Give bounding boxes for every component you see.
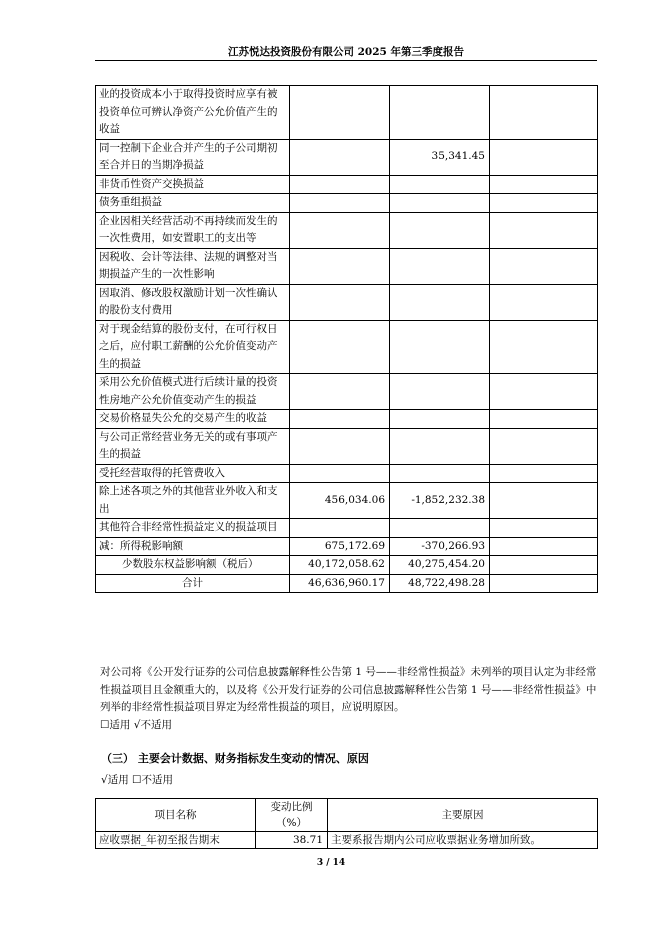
ytd-value bbox=[390, 464, 490, 483]
ytd-value bbox=[390, 86, 490, 140]
table-row bbox=[96, 284, 598, 320]
note-cell bbox=[490, 86, 598, 140]
table-row bbox=[96, 212, 598, 248]
section-heading: （三） 主要会计数据、财务指标发生变动的情况、原因 bbox=[101, 752, 369, 765]
table-row-total bbox=[96, 574, 598, 593]
current-period-value bbox=[290, 464, 390, 483]
row-label: 因取消、修改股权激励计划一次性确认的股份支付费用 bbox=[96, 284, 290, 320]
ytd-value bbox=[390, 428, 490, 464]
table-row bbox=[96, 428, 598, 464]
table-row bbox=[96, 832, 598, 849]
header-item-name: 项目名称 bbox=[96, 799, 256, 832]
table-row bbox=[96, 374, 598, 410]
note-cell bbox=[490, 374, 598, 410]
ytd-value bbox=[390, 374, 490, 410]
non-recurring-gains-table bbox=[95, 85, 598, 593]
table-row bbox=[96, 519, 598, 538]
ytd-value bbox=[390, 175, 490, 194]
reason: 主要系报告期内公司应收票据业务增加所致。 bbox=[328, 832, 598, 849]
note-cell bbox=[490, 556, 598, 575]
ytd-value bbox=[390, 248, 490, 284]
applicability-status: √适用 ☐不适用 bbox=[101, 774, 173, 786]
current-period-value bbox=[290, 86, 390, 140]
current-period-value: 456,034.06 bbox=[290, 483, 390, 519]
current-period-value bbox=[290, 374, 390, 410]
ytd-value: -1,852,232.38 bbox=[390, 483, 490, 519]
row-label: 企业因相关经营活动不再持续而发生的一次性费用，如安置职工的支出等 bbox=[96, 212, 290, 248]
row-label: 受托经营取得的托管费收入 bbox=[96, 464, 290, 483]
current-period-value bbox=[290, 139, 390, 175]
table-header-row bbox=[96, 799, 598, 832]
note-cell bbox=[490, 175, 598, 194]
current-period-value bbox=[290, 519, 390, 538]
current-period-value bbox=[290, 410, 390, 429]
note-cell bbox=[490, 320, 598, 374]
ytd-value bbox=[390, 519, 490, 538]
current-period-value bbox=[290, 212, 390, 248]
applicability-status: ☐适用 √不适用 bbox=[100, 718, 172, 731]
note-cell bbox=[490, 428, 598, 464]
current-period-value bbox=[290, 248, 390, 284]
current-period-value: 46,636,960.17 bbox=[290, 574, 390, 593]
table-row bbox=[96, 86, 598, 140]
note-cell bbox=[490, 519, 598, 538]
row-label: 合计 bbox=[96, 574, 290, 593]
table-row bbox=[96, 483, 598, 519]
page-number: 3 / 14 bbox=[316, 858, 346, 868]
item-name: 应收票据_年初至报告期末 bbox=[96, 832, 256, 849]
row-label: 业的投资成本小于取得投资时应享有被投资单位可辨认净资产公允价值产生的收益 bbox=[96, 86, 290, 140]
note-cell bbox=[490, 212, 598, 248]
ytd-value: -370,266.93 bbox=[390, 537, 490, 556]
note-cell bbox=[490, 537, 598, 556]
note-cell bbox=[490, 194, 598, 213]
ytd-value bbox=[390, 212, 490, 248]
table-row bbox=[96, 556, 598, 575]
current-period-value bbox=[290, 428, 390, 464]
table-row bbox=[96, 410, 598, 429]
row-label: 采用公允价值模式进行后续计量的投资性房地产公允价值变动产生的损益 bbox=[96, 374, 290, 410]
header-rule bbox=[95, 60, 597, 61]
row-label: 债务重组损益 bbox=[96, 194, 290, 213]
current-period-value bbox=[290, 320, 390, 374]
table-row bbox=[96, 464, 598, 483]
note-cell bbox=[490, 574, 598, 593]
row-label: 同一控制下企业合并产生的子公司期初至合并日的当期净损益 bbox=[96, 139, 290, 175]
ytd-value: 48,722,498.28 bbox=[390, 574, 490, 593]
change-ratio: 38.71 bbox=[256, 832, 328, 849]
row-label: 其他符合非经常性损益定义的损益项目 bbox=[96, 519, 290, 538]
current-period-value: 675,172.69 bbox=[290, 537, 390, 556]
row-label: 交易价格显失公允的交易产生的收益 bbox=[96, 410, 290, 429]
row-label: 除上述各项之外的其他营业外收入和支出 bbox=[96, 483, 290, 519]
page-header: 江苏悦达投资股份有限公司 2025 年第三季度报告 bbox=[227, 46, 465, 58]
table-row bbox=[96, 320, 598, 374]
ytd-value: 35,341.45 bbox=[390, 139, 490, 175]
ytd-value bbox=[390, 284, 490, 320]
row-label: 少数股东权益影响额（税后） bbox=[96, 556, 290, 575]
row-label: 与公司正常经营业务无关的或有事项产生的损益 bbox=[96, 428, 290, 464]
note-cell bbox=[490, 284, 598, 320]
table-row bbox=[96, 537, 598, 556]
current-period-value: 40,172,058.62 bbox=[290, 556, 390, 575]
table-row bbox=[96, 175, 598, 194]
current-period-value bbox=[290, 194, 390, 213]
note-cell bbox=[490, 139, 598, 175]
header-change-ratio: 变动比例（%） bbox=[256, 799, 328, 832]
paragraph-text: 对公司将《公开发行证券的公司信息披露解释性公告第 1 号——非经常性损益》未列举的项目认定为非经常性损益项目且金额重大的，以及将《公开发行证券的公司信息披露解释性公告第 1 号——非经常性损益》中列举的非经常性损益项目界定为经常性损益的项目，应说明原因。 bbox=[100, 666, 597, 713]
row-label: 非货币性资产交换损益 bbox=[96, 175, 290, 194]
row-label: 因税收、会计等法律、法规的调整对当期损益产生的一次性影响 bbox=[96, 248, 290, 284]
ytd-value bbox=[390, 410, 490, 429]
header-reason: 主要原因 bbox=[328, 799, 598, 832]
current-period-value bbox=[290, 284, 390, 320]
table-row bbox=[96, 139, 598, 175]
note-cell bbox=[490, 248, 598, 284]
ytd-value bbox=[390, 194, 490, 213]
row-label: 减：所得税影响额 bbox=[96, 537, 290, 556]
note-cell bbox=[490, 483, 598, 519]
table-row bbox=[96, 248, 598, 284]
ytd-value bbox=[390, 320, 490, 374]
explanation-paragraph bbox=[100, 664, 597, 734]
ytd-value: 40,275,454.20 bbox=[390, 556, 490, 575]
row-label: 对于现金结算的股份支付，在可行权日之后，应付职工薪酬的公允价值变动产生的损益 bbox=[96, 320, 290, 374]
changes-table bbox=[95, 798, 598, 849]
current-period-value bbox=[290, 175, 390, 194]
note-cell bbox=[490, 410, 598, 429]
note-cell bbox=[490, 464, 598, 483]
table-row bbox=[96, 194, 598, 213]
